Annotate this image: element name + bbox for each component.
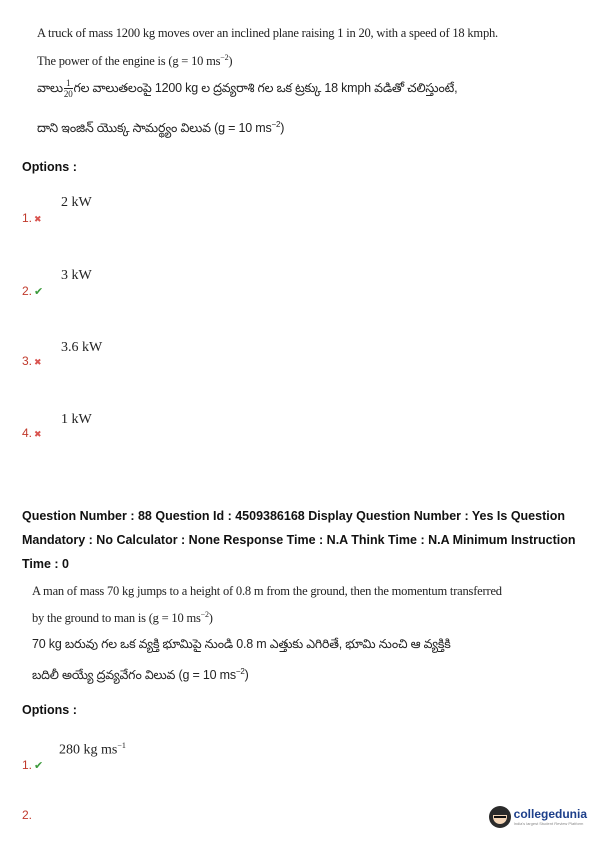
collegedunia-logo xyxy=(489,806,587,828)
q2-en-close: ) xyxy=(208,611,213,626)
q1-te-line2-text: దాని ఇంజిన్ యొక్క సామర్థ్యం విలువ (g = 10 ms xyxy=(37,121,272,136)
question1-telugu-line1 xyxy=(37,78,457,99)
question1-options-label: Options : xyxy=(22,160,77,174)
logo-name: collegedunia xyxy=(513,807,587,821)
q2-option2[interactable] xyxy=(22,808,32,822)
q2-option1-text: 280 kg ms xyxy=(59,742,118,758)
q1-option4-value: 1 kW xyxy=(61,412,92,427)
q2-meta-line3: Time : 0 xyxy=(22,557,70,571)
q1-option2-value: 3 kW xyxy=(61,268,92,283)
q2-option1-exponent: −1 xyxy=(117,741,126,750)
q2-en-line2-text: by the ground to man is (g = 10 ms xyxy=(32,611,201,626)
q1-option2[interactable] xyxy=(22,284,43,298)
logo-text xyxy=(514,808,587,826)
check-icon: ✔ xyxy=(34,286,44,298)
q1-te-prefix: వాలు xyxy=(37,80,63,95)
question2-options-label: Options : xyxy=(22,703,77,717)
q1-te-close: ) xyxy=(280,121,285,136)
q1-option4-number: 4. xyxy=(22,426,33,440)
q2-meta-line1: Question Number : 88 Question Id : 4509386168 Display Question Number : Yes Is Question xyxy=(22,509,565,523)
question2-telugu-line1: 70 kg బరువు గల ఒక వ్యక్తి భూమిపై నుండి 0.8 m ఎత్తుకు ఎగిరితే, భూమి నుంచి ఆ వ్యక్తికి xyxy=(32,637,451,651)
check-icon: ✔ xyxy=(34,760,44,772)
q1-te-rest: గల వాలుతలంపై 1200 kg ల ద్రవ్యరాశి గల ఒక ట్రక్కు 18 kmph వడితో చలిస్తుంటే, xyxy=(73,80,458,95)
question1-telugu-line2 xyxy=(37,120,284,139)
q2-meta-line2: Mandatory : No Calculator : None Response Time : N.A Think Time : N.A Minimum Instruction xyxy=(22,533,576,547)
q1-option1-number: 1. xyxy=(22,211,33,225)
q2-option2-number: 2. xyxy=(22,808,33,822)
q1-option3-value: 3.6 kW xyxy=(61,340,103,355)
q1-en-close: ) xyxy=(228,54,233,69)
question2-english-line1: A man of mass 70 kg jumps to a height of 0.8 m from the ground, then the momentum transferred xyxy=(32,584,502,598)
question1-english-line2 xyxy=(37,53,232,69)
q1-option2-number: 2. xyxy=(22,284,33,298)
q1-option3-number: 3. xyxy=(22,354,33,368)
logo-tagline: India's largest Student Review Platform xyxy=(513,821,584,826)
q2-option1-number: 1. xyxy=(22,758,33,772)
q1-option1-value: 2 kW xyxy=(61,195,92,210)
q1-option3[interactable] xyxy=(22,354,42,368)
question2-english-line2 xyxy=(32,610,213,626)
q1-fraction xyxy=(64,78,73,99)
q1-en-line2-text: The power of the engine is (g = 10 ms xyxy=(37,54,221,69)
question2-telugu-line2 xyxy=(32,667,249,686)
q1-en-exponent: −2 xyxy=(220,53,229,62)
q1-option4[interactable] xyxy=(22,426,42,440)
cross-icon: ✖ xyxy=(34,214,42,224)
q1-frac-den: 20 xyxy=(63,89,73,99)
q2-te-close: ) xyxy=(244,668,249,683)
q2-en-exponent: −2 xyxy=(200,610,209,619)
q2-te-line2-text: బదిలీ అయ్యే ద్రవ్యవేగం విలువ (g = 10 ms xyxy=(32,668,236,683)
q1-te-exponent: −2 xyxy=(271,120,281,129)
q2-te-exponent: −2 xyxy=(235,667,245,676)
mascot-icon xyxy=(489,806,511,828)
question2-meta xyxy=(22,504,576,576)
q1-frac-num: 1 xyxy=(64,78,73,89)
q1-option1[interactable] xyxy=(22,211,42,225)
cross-icon: ✖ xyxy=(34,429,42,439)
question1-english-line1: A truck of mass 1200 kg moves over an inclined plane raising 1 in 20, with a speed of 18 kmph. xyxy=(37,26,498,40)
q2-option1[interactable] xyxy=(22,758,43,772)
q2-option1-value xyxy=(59,741,126,759)
cross-icon: ✖ xyxy=(34,357,42,367)
